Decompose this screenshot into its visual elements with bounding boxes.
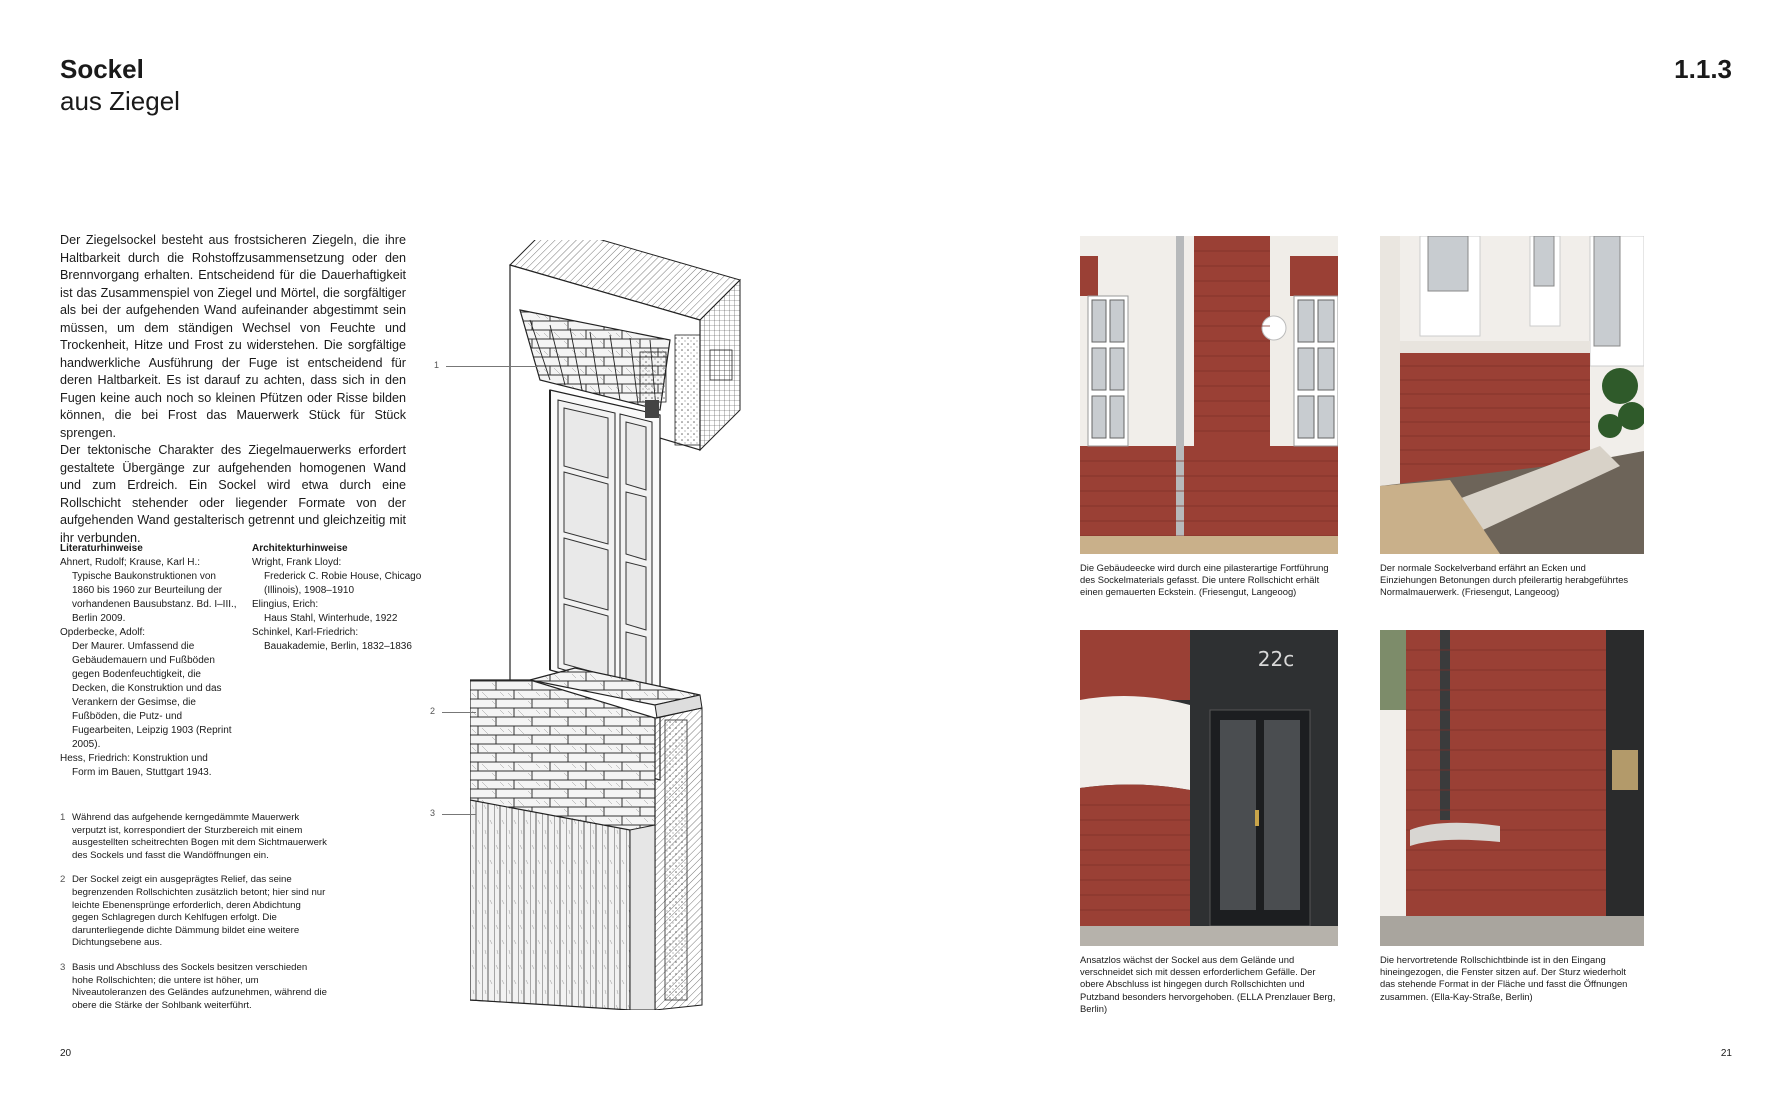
- figure-note: [60, 812, 328, 862]
- callout-label: 1: [434, 360, 440, 370]
- page-number-right: 21: [1720, 1048, 1732, 1059]
- wall-section-drawing: [470, 240, 810, 1010]
- architecture-detail: Bauakademie, Berlin, 1832–1836: [264, 641, 412, 652]
- architecture-author: Wright, Frank Lloyd:: [252, 557, 342, 568]
- photo-image: [1380, 236, 1644, 554]
- architecture-detail: Haus Stahl, Winterhude, 1922: [264, 613, 398, 624]
- photo-caption: Ansatzlos wächst der Sockel aus dem Gelände und verschneidet sich mit dessen erforderlichem Gefälle. Der obere Abschluss ist hingegen durch Rollschichten und Putzband besonders hervorgehoben. (ELLA Prenzlauer Berg, Berlin): [1080, 954, 1336, 1014]
- section-number: 1.1.3: [1674, 54, 1732, 84]
- photo-building-corner: [1080, 236, 1338, 554]
- architecture-item: [252, 626, 442, 654]
- architecture-list: [252, 542, 442, 654]
- note-text: Der Sockel zeigt ein ausgeprägtes Relief, das seine begrenzenden Rollschichten zusätzlich betont; hier sind nur leichte Ebenensprünge erforderlich, deren Abdichtung gegen Schlagregen durch Kehlfugen erfolgt. Die darunterliegende dichte Dämmung bildet eine weitere Dichtungsebene aus.: [72, 874, 326, 949]
- photo-image: [1080, 236, 1338, 554]
- photo-round-plinth: [1080, 630, 1338, 946]
- note-number: 1: [60, 812, 66, 823]
- note-number: 2: [60, 874, 66, 886]
- axonometric-drawing: [470, 240, 810, 1010]
- literature-author: Hess, Friedrich: Konstruktion und: [60, 753, 208, 764]
- photo-caption: Die Gebäudeecke wird durch eine pilasterartige Fortführung des Sockelmaterials gefasst. Die untere Rollschicht erhält einen gemauerten Eckstein. (Friesengut, Langeoog): [1080, 562, 1329, 598]
- literature-author: Ahnert, Rudolf; Krause, Karl H.:: [60, 557, 201, 568]
- figure-note: [60, 874, 328, 950]
- callout-line: [442, 712, 476, 713]
- literature-detail: Typische Baukonstruktionen von 1860 bis 1960 zur Beurteilung der vorhandenen Bausubstanz. Bd. I–III., Berlin 2009.: [72, 571, 237, 624]
- figure-note: [60, 962, 328, 1012]
- page-number-left: 20: [60, 1048, 72, 1059]
- architecture-detail: Frederick C. Robie House, Chicago (Illinois), 1908–1910: [264, 571, 422, 596]
- photo-entrance-course: [1380, 630, 1644, 946]
- photo-caption: Die hervortretende Rollschichtbinde ist in den Eingang hineingezogen, die Fenster sitzen auf. Der Sturz wiederholt das stehende Format in der Fläche und fasst die Öffnungen zusammen. (Ella-Kay-Straße, Berlin): [1380, 954, 1628, 1002]
- note-text: Basis und Abschluss des Sockels besitzen verschieden hohe Rollschichten; die untere ist höher, um Niveautoleranzen des Geländes aufzunehmen, während die obere die Stärke der Sohlbank weiterführt.: [72, 961, 327, 1011]
- page-subtitle: aus Ziegel: [60, 86, 180, 116]
- literature-author: Opderbecke, Adolf:: [60, 627, 146, 638]
- literature-list: [60, 542, 240, 780]
- photo-plinth-gravel: [1380, 236, 1644, 554]
- body-paragraph: Der tektonische Charakter des Ziegelmauerwerks erfordert gestaltete Übergänge zur aufgehenden homogenen Wand und zum Erdreich. Ein Sockel wird etwa durch eine Rollschicht stehender oder liegender Formate von der aufgehenden Wand gestalterisch getrennt und gleichzeitig mit ihr verbunden.: [60, 443, 406, 545]
- literature-heading: Literaturhinweise: [60, 543, 143, 554]
- literature-detail: Der Maurer. Umfassend die Gebäudemauern und Fußböden gegen Bodenfeuchtigkeit, die Decken, die Konstruktion und das Verankern der Gesimse, die Fußböden, die Putz- und Fugearbeiten, Leipzig 1903 (Reprint 2005).: [72, 641, 232, 750]
- literature-item: [60, 556, 240, 626]
- photo-image: [1080, 630, 1338, 946]
- page-title: Sockel: [60, 54, 144, 84]
- architecture-author: Elingius, Erich:: [252, 599, 319, 610]
- photo-image: [1380, 630, 1644, 946]
- body-paragraph: Der Ziegelsockel besteht aus frostsicheren Ziegeln, die ihre Haltbarkeit durch die Rohstoffzusammensetzung oder den Brennvorgang erhalten. Entscheidend für die Dauerhaftigkeit ist das Zusammenspiel von Ziegel und Mörtel, die sorgfältiger als bei der aufgehenden Wand aufeinander abgestimmt sein müssen, um dem ständigen Wechsel von Feuchte und Trockenheit, Hitze und Frost zu widerstehen. Die sorgfältige handwerkliche Ausführung der Fuge ist entscheidend für deren Haltbarkeit. Es ist darauf zu achten, dass sich in den Fugen keine auch noch so kleinen Pfützen oder Risse bilden können, die bei Frost das Mauerwerk Stück für Stück sprengen.: [60, 233, 406, 440]
- architecture-item: [252, 598, 442, 626]
- callout-line: [446, 366, 538, 367]
- body-text: [60, 232, 406, 547]
- photo-caption: Der normale Sockelverband erfährt an Ecken und Einziehungen Betonungen durch pfeilerartig herabgeführtes Normalmauerwerk. (Friesengut, Langeoog): [1380, 562, 1629, 598]
- architecture-author: Schinkel, Karl-Friedrich:: [252, 627, 359, 638]
- note-number: 3: [60, 961, 66, 973]
- callout-label: 2: [430, 706, 436, 716]
- callout-line: [442, 814, 476, 815]
- architecture-item: [252, 556, 442, 598]
- literature-item: [60, 626, 240, 752]
- architecture-heading: Architekturhinweise: [252, 543, 348, 554]
- note-text: Während das aufgehende kerngedämmte Mauerwerk verputzt ist, korrespondiert der Sturzbereich mit einem ausgestellten scheitrechten Bogen mit dem Sichtmauerwerk des Sockels und fasst die Wandöffnungen ein.: [72, 812, 327, 861]
- callout-label: 3: [430, 808, 436, 818]
- literature-item: [60, 752, 240, 780]
- house-number: 22c: [1257, 647, 1295, 671]
- figure-notes: [60, 812, 328, 1024]
- literature-detail: Form im Bauen, Stuttgart 1943.: [72, 767, 212, 778]
